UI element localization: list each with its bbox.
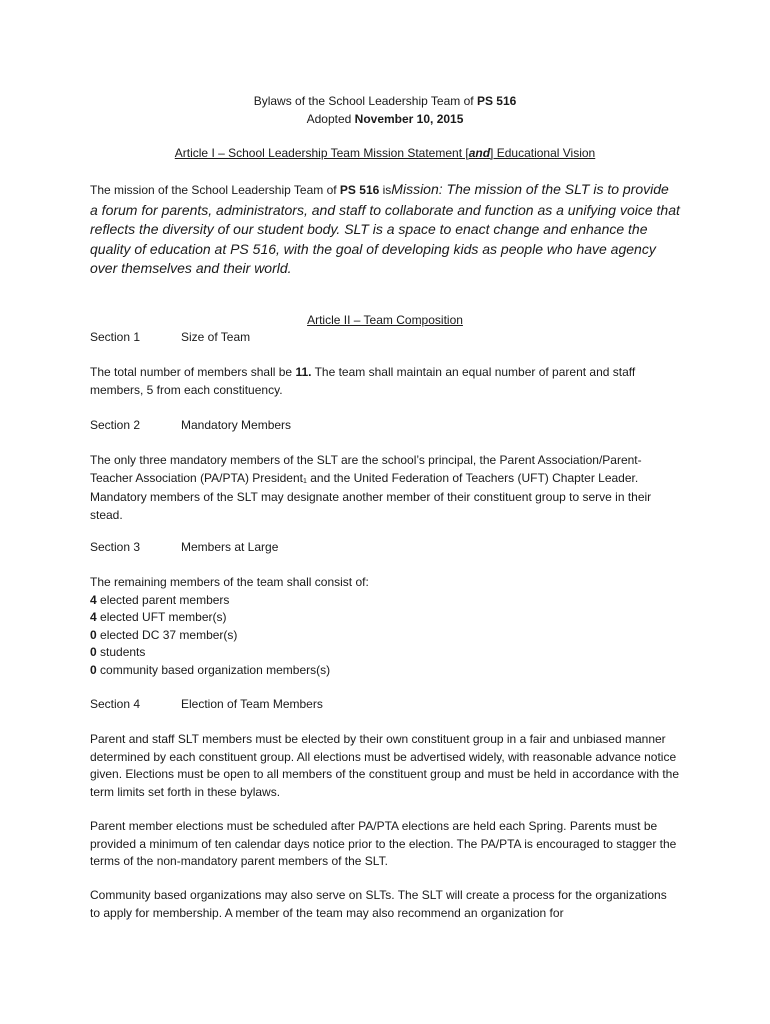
- article-1-heading-part2: ] Educational Vision: [490, 146, 596, 160]
- adopted-date: November 10, 2015: [354, 112, 464, 126]
- size-number: 11.: [295, 365, 312, 379]
- remaining-intro: The remaining members of the team shall consist of:: [90, 575, 369, 589]
- list-item: [90, 592, 680, 610]
- article-1-heading-and: and: [468, 146, 491, 160]
- list-item: [90, 627, 680, 645]
- section-title: Size of Team: [181, 330, 251, 344]
- section-1-heading: [90, 329, 250, 347]
- section-title: Mandatory Members: [181, 418, 292, 432]
- list-item-label: students: [96, 645, 146, 659]
- section-number: Section 1: [90, 330, 141, 344]
- list-item: [90, 662, 680, 680]
- list-item-count: 0: [90, 627, 97, 642]
- parent-elections-paragraph: Parent member elections must be scheduled after PA/PTA elections are held each Spring. Parents must be provided a minimum of ten calendar days notice prior to the election. The PA/PTA is encouraged to stagger the terms of the non-mandatory parent members of the SLT.: [90, 819, 677, 868]
- remaining-members-block: [90, 574, 680, 679]
- section-number: Section 2: [90, 418, 141, 432]
- mandatory-part1: The only three mandatory members of the SLT are the school’s principal, the Parent Association/Parent-Teacher Association (PA/PTA) President: [90, 453, 642, 485]
- article-2-heading: Article II – Team Composition: [307, 313, 463, 327]
- section-2-heading: [90, 417, 291, 435]
- size-rest: The team shall maintain an equal number of parent and staff members, 5 from each constituency.: [90, 365, 636, 397]
- list-item: [90, 644, 680, 662]
- section-number: Section 4: [90, 697, 141, 711]
- footnote-marker: 1: [302, 477, 307, 485]
- list-item-count: 0: [90, 662, 97, 677]
- list-item: [90, 609, 680, 627]
- list-item-label: elected DC 37 member(s): [96, 627, 238, 642]
- title-school: PS 516: [476, 94, 517, 108]
- mission-is: is: [379, 183, 392, 197]
- list-item-count: 4: [90, 610, 97, 624]
- list-item-count: 4: [90, 592, 97, 607]
- size-prefix: The total number of members shall be: [90, 365, 296, 379]
- list-item-count: 0: [90, 645, 97, 659]
- section-number: Section 3: [90, 540, 141, 554]
- list-item-label: community based organization members(s): [96, 662, 331, 677]
- title-prefix: Bylaws of the School Leadership Team of: [253, 94, 477, 108]
- mission-text: Mission: The mission of the SLT is to provide a forum for parents, administrators, and staff to collaborate and function as a unifying voice that reflects the diversity of our student body. SLT is a space to enact change and enhance the quality of education at PS 516, with the goal of developing kids as people who have agency over themselves and their world.: [90, 181, 680, 277]
- adopted-date-line: [90, 111, 680, 129]
- mandatory-members-paragraph: [90, 452, 680, 524]
- mission-statement: [90, 180, 680, 279]
- list-item-label: elected parent members: [96, 592, 230, 607]
- adopted-prefix: Adopted: [306, 112, 355, 126]
- mission-prefix: The mission of the School Leadership Team of: [90, 183, 340, 197]
- section-title: Election of Team Members: [181, 697, 323, 711]
- community-organizations-paragraph: Community based organizations may also serve on SLTs. The SLT will create a process for the organizations to apply for membership. A member of the team may also recommend an organization for: [90, 888, 667, 920]
- section-title: Members at Large: [181, 540, 279, 554]
- mission-school: PS 516: [339, 183, 380, 197]
- list-item-label: elected UFT member(s): [96, 610, 227, 624]
- section-4-heading: [90, 696, 323, 714]
- article-1-heading: [90, 145, 680, 163]
- mandatory-part2: and the United Federation of Teachers (UFT) Chapter Leader. Mandatory members of the SLT may designate another member of their constituent group to serve in their stead.: [90, 470, 652, 522]
- size-paragraph: [90, 364, 680, 399]
- document-title: [90, 93, 680, 111]
- section-3-heading: [90, 539, 278, 557]
- article-1-heading-part1: Article I – School Leadership Team Mission Statement [: [174, 146, 469, 160]
- election-paragraph: Parent and staff SLT members must be elected by their own constituent group in a fair and unbiased manner determined by each constituent group. All elections must be advertised widely, with reasonable advance notice given. Elections must be open to all members of the constituent group and must be held in accordance with the term limits set forth in these bylaws.: [90, 732, 680, 799]
